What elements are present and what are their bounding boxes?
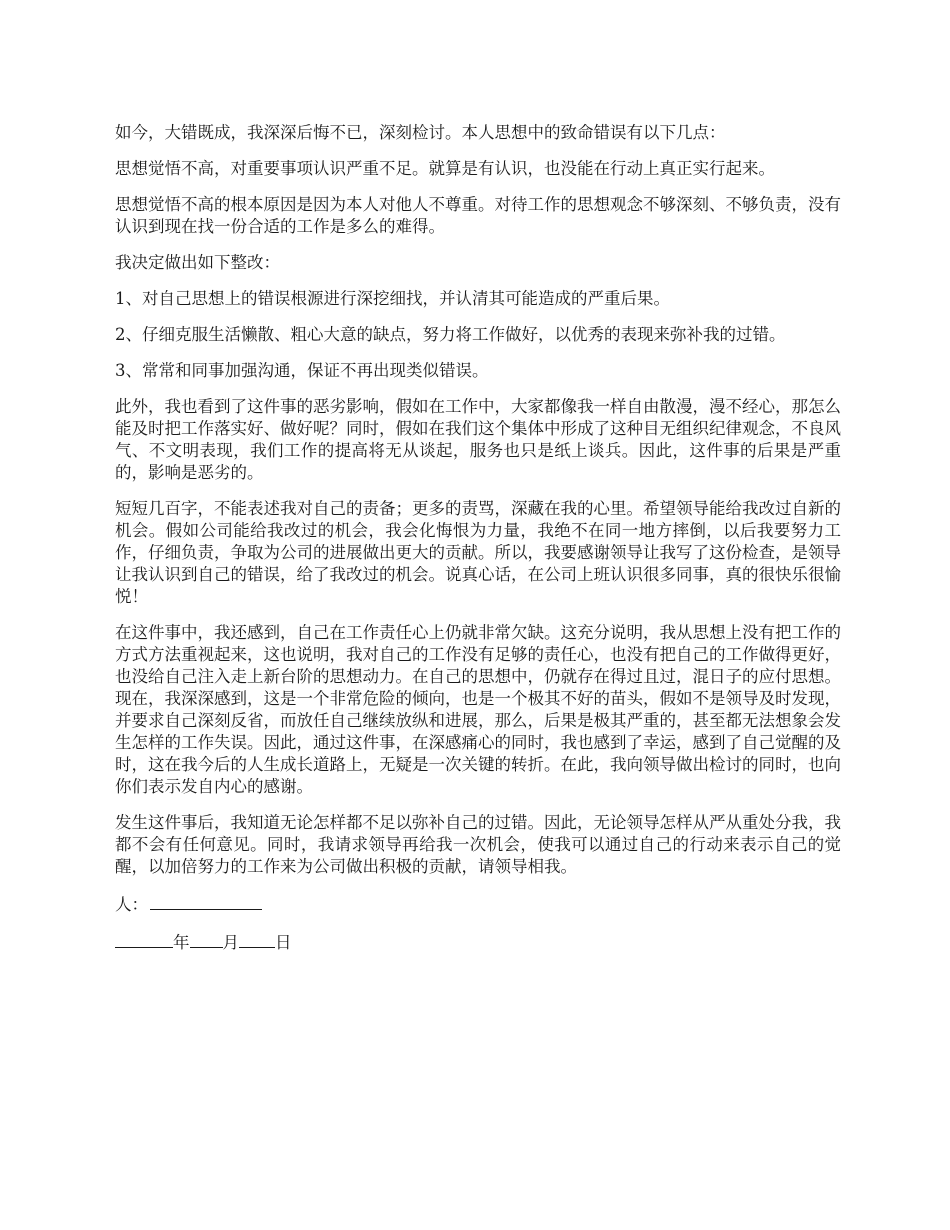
list-item-rectify-1: 1、对自己思想上的错误根源进行深挖细找，并认清其可能造成的严重后果。 [115, 289, 670, 308]
date-line [115, 930, 841, 954]
paragraph-reflection: 在这件事中，我还感到，自己在工作责任心上仍就非常欠缺。这充分说明，我从思想上没有把工作的方式方法重视起来，这也说明，我对自己的工作没有足够的责任心，也没有把自己的工作做得更好，也没给自己注入走上新台阶的思想动力。在自己的思想中，仍就存在得过且过，混日子的应付思想。现在，我深深感到，这是一个非常危险的倾向，也是一个极其不好的苗头，假如不是领导及时发现，并要求自己深刻反省，而放任自己继续放纵和进展，那么，后果是极其严重的，甚至都无法想象会发生怎样的工作失误。因此，通过这件事，在深感痛心的同时，我也感到了幸运，感到了自己觉醒的及时，这在我今后的人生成长道路上，无疑是一次关键的转折。在此，我向领导做出检讨的同时，也向你们表示发自内心的感谢。 [115, 623, 841, 796]
paragraph-apology: 短短几百字，不能表述我对自己的责备；更多的责骂，深藏在我的心里。希望领导能给我改过自新的机会。假如公司能给我改过的机会，我会化悔恨为力量，我绝不在同一地方摔倒，以后我要努力工作，仔细负责，争取为公司的进展做出更大的贡献。所以，我要感谢领导让我写了这份检查，是领导让我认识到自己的错误，给了我改过的机会。说真心话，在公司上班认识很多同事，真的很快乐很愉悦！ [115, 499, 841, 606]
paragraph-point-1: 思想觉悟不高，对重要事项认识严重不足。就算是有认识，也没能在行动上真正实行起来。 [115, 159, 775, 178]
paragraph-point-2: 思想觉悟不高的根本原因是因为本人对他人不尊重。对待工作的思想观念不够深刻、不够负责，没有认识到现在找一份合适的工作是多么的难得。 [115, 195, 841, 236]
signature-line [115, 892, 841, 916]
day-blank[interactable] [239, 930, 275, 948]
day-label: 日 [275, 933, 292, 952]
list-item-rectify-3: 3、常常和同事加强沟通，保证不再出现类似错误。 [115, 361, 489, 380]
month-label: 月 [222, 933, 239, 952]
paragraph-rectify-heading: 我决定做出如下整改： [115, 253, 280, 272]
signature-label: 人： [115, 895, 148, 914]
paragraph-impact: 此外，我也看到了这件事的恶劣影响，假如在工作中，大家都像我一样自由散漫，漫不经心，那怎么能及时把工作落实好、做好呢？同时，假如在我们这个集体中形成了这种目无组织纪律观念，不良风气、不文明表现，我们工作的提高将无从谈起，服务也只是纸上谈兵。因此，这件事的后果是严重的，影响是恶劣的。 [115, 397, 841, 482]
list-item-rectify-2: 2、仔细克服生活懒散、粗心大意的缺点，努力将工作做好，以优秀的表现来弥补我的过错。 [115, 325, 786, 344]
year-blank[interactable] [115, 930, 173, 948]
signature-blank[interactable] [150, 892, 262, 910]
paragraph-intro: 如今，大错既成，我深深后悔不已，深刻检讨。本人思想中的致命错误有以下几点： [115, 123, 726, 142]
document-page [115, 122, 841, 968]
paragraph-closing: 发生这件事后，我知道无论怎样都不足以弥补自己的过错。因此，无论领导怎样从严从重处分我，我都不会有任何意见。同时，我请求领导再给我一次机会，使我可以通过自己的行动来表示自己的觉醒，以加倍努力的工作来为公司做出积极的贡献，请领导相我。 [115, 813, 841, 876]
month-blank[interactable] [190, 930, 223, 948]
year-label: 年 [173, 933, 190, 952]
